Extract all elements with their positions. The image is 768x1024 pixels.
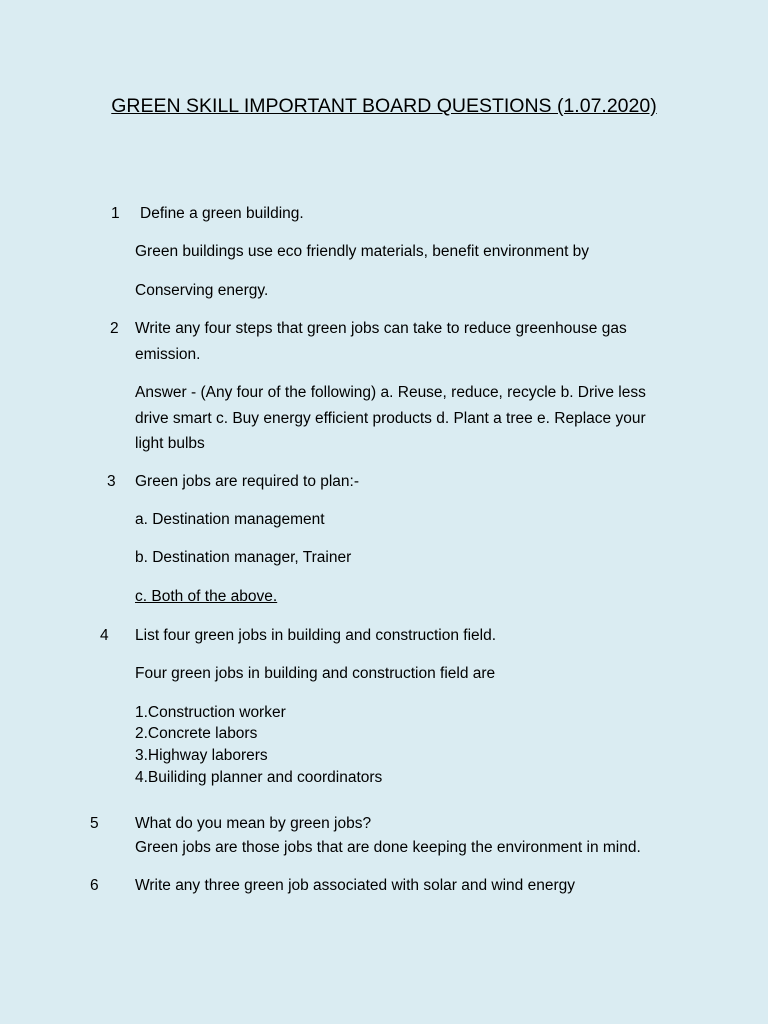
question-1-text: Define a green building.: [140, 205, 304, 222]
question-2-number: 2: [110, 320, 119, 337]
question-4-answer-item-3: 3.Highway laborers: [135, 747, 268, 764]
question-5-answer: Green jobs are those jobs that are done keeping the environment in mind.: [135, 839, 641, 856]
question-5-text: What do you mean by green jobs?: [135, 815, 372, 832]
question-2-text-line-2: emission.: [135, 346, 201, 363]
question-2-answer-line-1: Answer - (Any four of the following) a. Reuse, reduce, recycle b. Drive less: [135, 384, 646, 401]
question-3-option-c: c. Both of the above.: [135, 588, 278, 605]
question-4-answer-item-2: 2.Concrete labors: [135, 725, 258, 742]
question-2-text-line-1: Write any four steps that green jobs can take to reduce greenhouse gas: [135, 320, 627, 337]
question-3-number: 3: [107, 473, 116, 490]
question-1-answer-line-2: Conserving energy.: [135, 282, 269, 299]
question-2-answer-line-3: light bulbs: [135, 435, 205, 452]
question-1-number: 1: [111, 205, 120, 222]
question-2-answer-line-2: drive smart c. Buy energy efficient products d. Plant a tree e. Replace your: [135, 410, 646, 427]
question-4-text: List four green jobs in building and construction field.: [135, 627, 497, 644]
question-4-answer-item-4: 4.Builiding planner and coordinators: [135, 769, 383, 786]
question-6-text: Write any three green job associated with solar and wind energy: [135, 877, 575, 894]
question-4-answer-intro: Four green jobs in building and construction field are: [135, 665, 496, 682]
question-3-option-a: a. Destination management: [135, 511, 325, 528]
question-4-number: 4: [100, 627, 109, 644]
question-3-option-b: b. Destination manager, Trainer: [135, 549, 352, 566]
question-4-answer-item-1: 1.Construction worker: [135, 704, 286, 721]
question-5-number: 5: [90, 815, 99, 832]
question-6-number: 6: [90, 877, 99, 894]
document-title: GREEN SKILL IMPORTANT BOARD QUESTIONS (1.07.2020): [111, 95, 657, 117]
question-3-text: Green jobs are required to plan:-: [135, 473, 360, 490]
question-1-answer-line-1: Green buildings use eco friendly materials, benefit environment by: [135, 243, 590, 260]
